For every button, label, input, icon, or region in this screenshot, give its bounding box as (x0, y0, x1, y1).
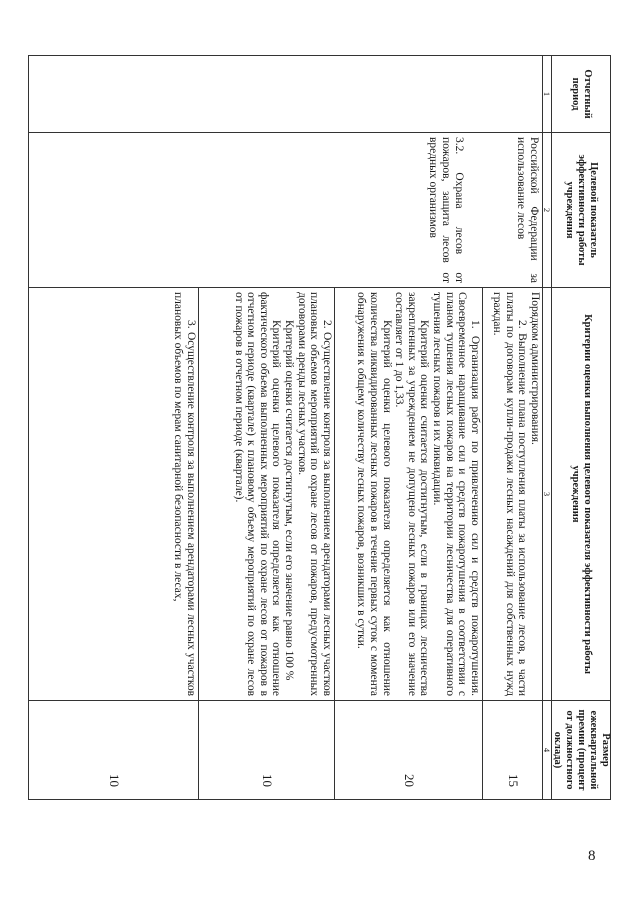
bonus-percent: 10 (107, 774, 123, 787)
criteria-text: 3. Осуществление контроля за выполнением арендаторами лесных участков плановых объемов по мерам санитарной безопасности в лесах, (172, 292, 197, 696)
criteria-section-4 (30, 288, 198, 700)
column-number-2: 2 (542, 133, 551, 288)
period-cell (28, 55, 542, 133)
indicator-text-part2: 3.2. Охрана лесов от пожаров, защита лесов от вредных организмов (427, 137, 465, 283)
header-bonus-size: Размер ежеквартальной премии (процент от должностного оклада) (551, 701, 611, 800)
column-number-3: 3 (542, 288, 551, 701)
criteria-text: 1. Организация работ по привлечению сил и средств пожаротушения. Своевременное наращивание сил и средств пожаротушения в соответствии с планом тушения лесных пожаров на территории лесничества для оперативного тушения лесных пожаров и их ликвидации. (431, 292, 481, 696)
criteria-text: 2. Выполнение плана поступления платы за использование лесов, в части платы по договорам купли-продажи лесных насаждений для собственных нужд граждан. (491, 292, 529, 696)
criteria-section-2 (334, 288, 482, 700)
page-number: 8 (588, 848, 596, 864)
criteria-cell (28, 288, 542, 701)
indicator-text-part1: Российской Федерации за использование лесов (515, 137, 540, 283)
criteria-text: Порядком администрирования. (529, 292, 541, 445)
criteria-section-3 (198, 288, 334, 700)
criteria-text: Критерий оценки целевого показателя определяется как отношение количества ликвидированных лесных пожаров в течение первых суток с момента обнаружения к общему количеству лесных пожаров, возникших в сутки. (355, 292, 393, 696)
header-criteria: Критерии оценки выполнения целевого показателя эффективности работы учреждения (551, 288, 611, 701)
criteria-table (28, 55, 611, 800)
header-indicator: Целевой показатель эффективности работы учреждения (551, 133, 611, 288)
criteria-text: Критерий оценки считается достигнутым, если его значение равно 100 % (283, 320, 296, 681)
criteria-text: Критерий оценки целевого показателя определяется как отношение фактического объема выполненных мероприятий по охране лесов от пожаров в отчетном периоде (квартале) к плановому объему мероприятий по охране лесов от пожаров в отчетном периоде (квартале). (232, 292, 283, 696)
criteria-text: Критерий оценки считается достигнутым, если в границах лесничества закрепленных за учреждением не допущено лесных пожаров или его значение составляет от 1 до 1,33. (393, 292, 431, 696)
header-period: Отчетный период (551, 55, 611, 133)
bonus-percent: 20 (334, 701, 482, 799)
column-number-4: 4 (542, 701, 551, 800)
criteria-text: 2. Осуществление контроля за выполнением арендаторами лесных участков плановых объемов мероприятий по охране лесов от пожаров, предусмотренных договорами аренды лесных участков. (295, 292, 333, 696)
bonus-percent: 10 (198, 701, 334, 799)
criteria-section-1 (482, 288, 542, 700)
bonus-cell (28, 701, 542, 800)
indicator-cell (28, 133, 542, 288)
column-number-1: 1 (542, 55, 551, 133)
bonus-percent: 15 (482, 701, 542, 799)
